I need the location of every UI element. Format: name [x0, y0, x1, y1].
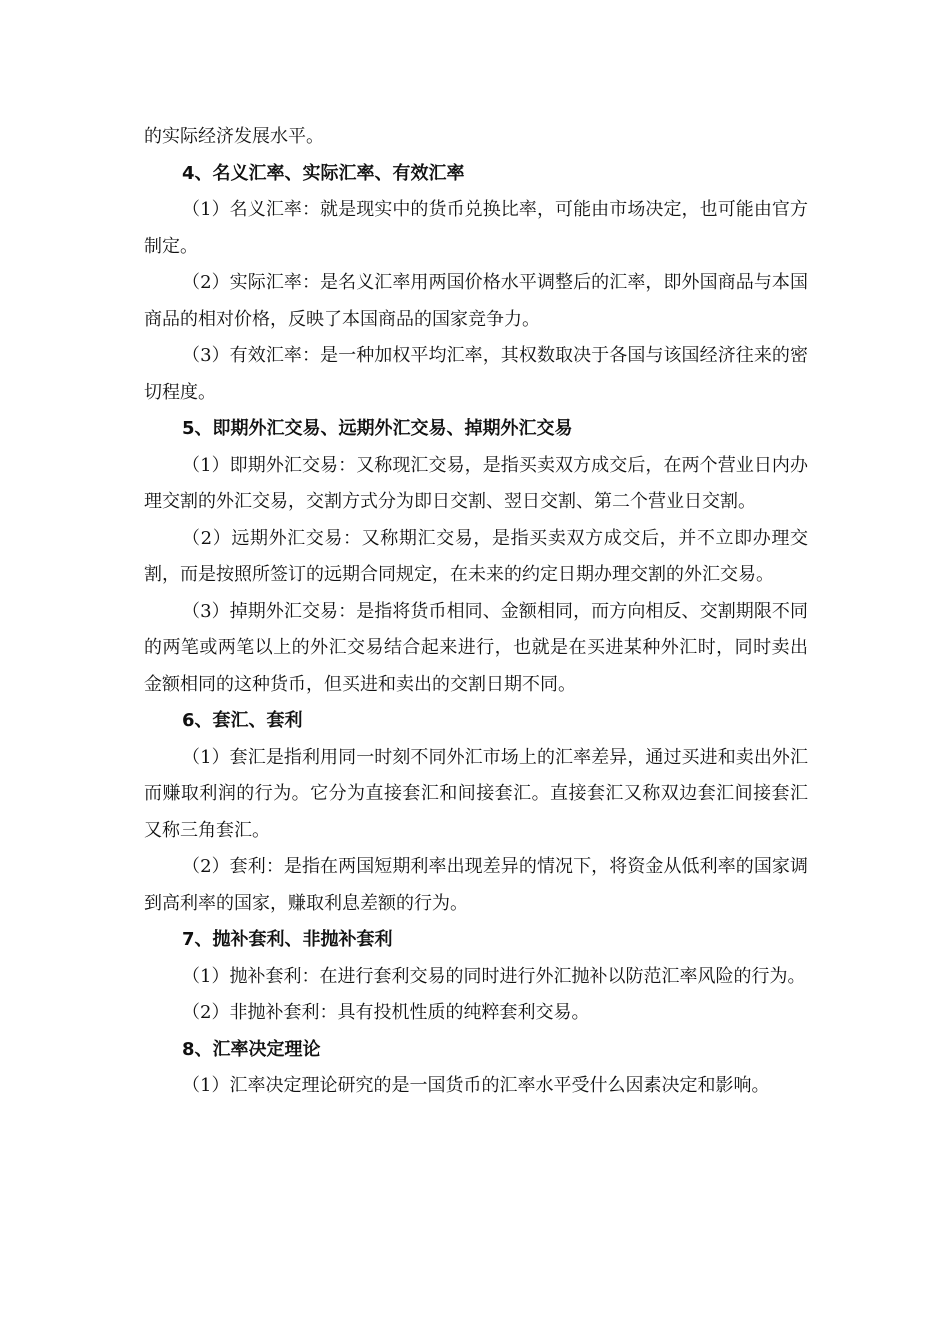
paragraph-covered-arbitrage: （1）抛补套利：在进行套利交易的同时进行外汇抛补以防范汇率风险的行为。 [182, 965, 806, 987]
paragraph-arbitrage: （1）套汇是指利用同一时刻不同外汇市场上的汇率差异，通过买进和卖出外汇而赚取利润的行为。它分为直接套汇和间接套汇。直接套汇又称双边套汇间接套汇又称三角套汇。 [144, 746, 808, 841]
document-body [144, 119, 808, 1105]
paragraph-nominal-rate: （1）名义汇率：就是现实中的货币兑换比率，可能由市场决定，也可能由官方制定。 [144, 199, 808, 257]
paragraph-forward-trade: （2）远期外汇交易：又称期汇交易，是指买卖双方成交后，并不立即办理交割，而是按照所签订的远期合同规定，在未来的约定日期办理交割的外汇交易。 [144, 527, 808, 585]
section-heading-4: 4、名义汇率、实际汇率、有效汇率 [182, 162, 465, 184]
paragraph-interest-arbitrage: （2）套利：是指在两国短期利率出现差异的情况下，将资金从低利率的国家调到高利率的国家，赚取利息差额的行为。 [144, 856, 808, 914]
section-heading-8: 8、汇率决定理论 [182, 1038, 321, 1060]
section-heading-7: 7、抛补套利、非抛补套利 [182, 929, 393, 950]
paragraph-exchange-rate-theory: （1）汇率决定理论研究的是一国货币的汇率水平受什么因素决定和影响。 [182, 1075, 770, 1096]
paragraph-effective-rate: （3）有效汇率：是一种加权平均汇率，其权数取决于各国与该国经济往来的密切程度。 [144, 345, 808, 403]
paragraph-continuation: 的实际经济发展水平。 [144, 126, 324, 147]
section-heading-6: 6、套汇、套利 [182, 710, 303, 731]
paragraph-swap-trade: （3）掉期外汇交易：是指将货币相同、金额相同，而方向相反、交割期限不同的两笔或两笔以上的外汇交易结合起来进行，也就是在买进某种外汇时，同时卖出金额相同的这种货币，但买进和卖出的交割日期不同。 [144, 600, 808, 695]
paragraph-spot-trade: （1）即期外汇交易：又称现汇交易，是指买卖双方成交后，在两个营业日内办理交割的外汇交易，交割方式分为即日交割、翌日交割、第二个营业日交割。 [144, 454, 808, 512]
paragraph-real-rate: （2）实际汇率：是名义汇率用两国价格水平调整后的汇率，即外国商品与本国商品的相对价格，反映了本国商品的国家竞争力。 [144, 272, 808, 330]
paragraph-uncovered-arbitrage: （2）非抛补套利：具有投机性质的纯粹套利交易。 [182, 1002, 590, 1023]
section-heading-5: 5、即期外汇交易、远期外汇交易、掉期外汇交易 [182, 418, 573, 439]
